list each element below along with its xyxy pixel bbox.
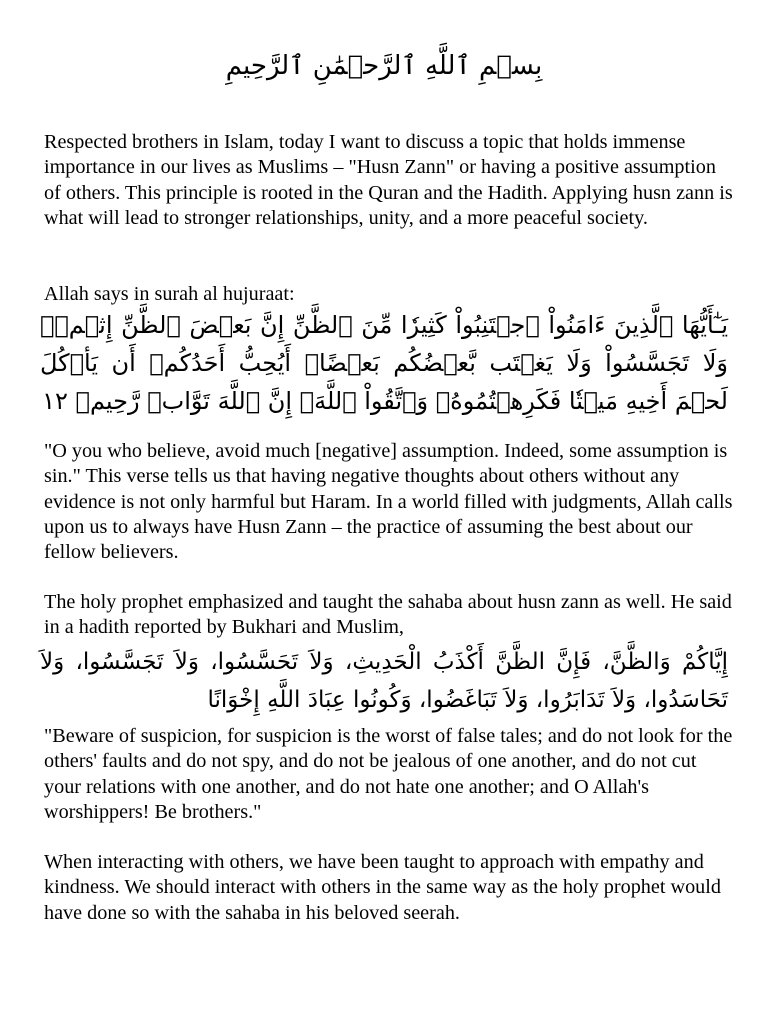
hadith-translation-paragraph: "Beware of suspicion, for suspicion is the worst of false tales; and do not look for the others' faults and do not spy, and do not be jealous of one another, and do not cut your relations with one another, and do not hate one another; and O Allah's worshippers! Be brothers." <box>44 725 733 823</box>
hadith-arabic: إِيَّاكُمْ وَالظَّنَّ، فَإِنَّ الظَّنَّ أَكْذَبُ الْحَدِيثِ، وَلاَ تَحَسَّسُوا، وَلاَ تَجَسَّسُوا، وَلاَ تَحَاسَدُوا، وَلاَ تَدَابَرُوا، وَلاَ تَبَاغَضُوا، وَكُونُوا عِبَادَ اللَّهِ إِخْوَانًا <box>40 649 728 713</box>
quran-verse-arabic: يَـٰٓأَيُّهَا ٱلَّذِينَ ءَامَنُواْ ٱجۡتَنِبُواْ كَثِيرٗا مِّنَ ٱلظَّنِّ إِنَّ بَعۡضَ ٱلظَّنِّ إِثۡمٞۖ وَلَا تَجَسَّسُواْ وَلَا يَغۡتَب بَّعۡضُكُم بَعۡضًاۚ أَيُحِبُّ أَحَدُكُمۡ أَن يَأۡكُلَ لَحۡمَ أَخِيهِ مَيۡتٗا فَكَرِهۡتُمُوهُۚ وَٱتَّقُواْ ٱللَّهَۚ إِنَّ ٱللَّهَ تَوَّابٞ رَّحِيمٞ ١٢ <box>40 311 728 415</box>
verse-explanation-paragraph: "O you who believe, avoid much [negative] assumption. Indeed, some assumption is sin." This verse tells us that having negative thoughts about others without any evidence is not only harmful but Haram. In a world filled with judgments, Allah calls upon us to always have Husn Zann – the practice of assuming the best about our fellow believers. <box>44 440 733 564</box>
hadith-intro-paragraph: The holy prophet emphasized and taught the sahaba about husn zann as well. He said in a hadith reported by Bukhari and Muslim, <box>44 591 732 639</box>
closing-paragraph: When interacting with others, we have been taught to approach with empathy and kindness. We should interact with others in the same way as the holy prophet would have done so with the sahaba in his beloved seerah. <box>44 851 721 924</box>
intro-paragraph: Respected brothers in Islam, today I want to discuss a topic that holds immense importance in our lives as Muslims – "Husn Zann" or having a positive assumption of others. This principle is rooted in the Quran and the Hadith. Applying husn zann is what will lead to stronger relationships, unity, and a more peaceful society. <box>44 131 733 229</box>
surah-intro-line: Allah says in surah al hujuraat: <box>44 283 295 305</box>
basmala-heading: بِسۡمِ ٱللَّهِ ٱلرَّحۡمَٰنِ ٱلرَّحِيمِ <box>225 51 543 81</box>
